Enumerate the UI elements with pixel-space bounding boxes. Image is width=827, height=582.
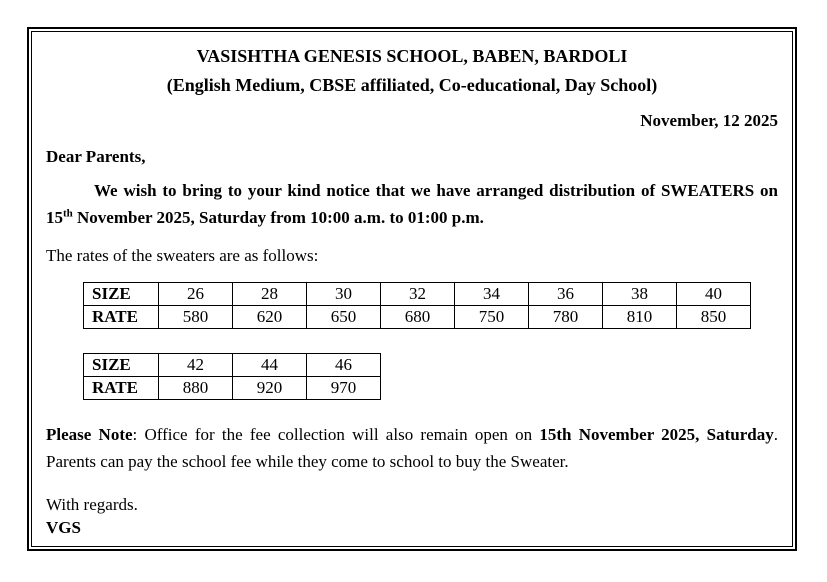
table-row-sizes bbox=[84, 283, 751, 306]
size-cell: 32 bbox=[381, 283, 455, 306]
notice-date: November, 12 2025 bbox=[640, 111, 778, 130]
closing-line: With regards. bbox=[46, 495, 138, 514]
rates-table-2 bbox=[83, 353, 381, 400]
table-row-sizes bbox=[84, 354, 381, 377]
rates-table-1 bbox=[83, 282, 751, 329]
note-label: Please Note bbox=[46, 425, 133, 444]
size-cell: 30 bbox=[307, 283, 381, 306]
note-bold-date: 15th November 2025, Saturday bbox=[539, 425, 774, 444]
size-cell: 42 bbox=[159, 354, 233, 377]
rate-cell: 920 bbox=[233, 377, 307, 400]
rate-cell: 810 bbox=[603, 306, 677, 329]
size-header: SIZE bbox=[84, 354, 159, 377]
salutation: Dear Parents, bbox=[46, 147, 146, 166]
rate-cell: 780 bbox=[529, 306, 603, 329]
rate-cell: 970 bbox=[307, 377, 381, 400]
document-double-border bbox=[27, 27, 797, 551]
rate-cell: 680 bbox=[381, 306, 455, 329]
rates-intro-line: The rates of the sweaters are as follows: bbox=[46, 246, 319, 265]
rate-cell: 580 bbox=[159, 306, 233, 329]
size-header: SIZE bbox=[84, 283, 159, 306]
intro-run-1: We wish to bring to your kind notice that we have arranged distribution of SWEATERS on 15 bbox=[46, 181, 778, 227]
size-cell: 46 bbox=[307, 354, 381, 377]
ordinal-suffix: th bbox=[63, 207, 73, 220]
notice-document bbox=[31, 31, 793, 547]
rate-header: RATE bbox=[84, 377, 159, 400]
school-subtitle: (English Medium, CBSE affiliated, Co-educational, Day School) bbox=[166, 75, 658, 95]
note-run-2: . Parents can pay the school fee while they come to school to buy the Sweater. bbox=[46, 425, 778, 471]
school-name: VASISHTHA GENESIS SCHOOL, BABEN, BARDOLI bbox=[196, 46, 628, 66]
rate-cell: 750 bbox=[455, 306, 529, 329]
size-cell: 28 bbox=[233, 283, 307, 306]
intro-paragraph bbox=[46, 177, 778, 231]
rate-cell: 850 bbox=[677, 306, 751, 329]
size-cell: 38 bbox=[603, 283, 677, 306]
size-cell: 26 bbox=[159, 283, 233, 306]
rate-cell: 880 bbox=[159, 377, 233, 400]
size-cell: 34 bbox=[455, 283, 529, 306]
intro-run-2: November 2025, Saturday from 10:00 a.m. to 01:00 p.m. bbox=[72, 208, 484, 227]
note-paragraph bbox=[46, 421, 778, 475]
table-row-rates bbox=[84, 377, 381, 400]
rate-cell: 650 bbox=[307, 306, 381, 329]
note-run-1: : Office for the fee collection will also remain open on bbox=[132, 425, 540, 444]
size-cell: 44 bbox=[233, 354, 307, 377]
signature: VGS bbox=[46, 518, 81, 537]
table-row-rates bbox=[84, 306, 751, 329]
rate-header: RATE bbox=[84, 306, 159, 329]
size-cell: 36 bbox=[529, 283, 603, 306]
rate-cell: 620 bbox=[233, 306, 307, 329]
size-cell: 40 bbox=[677, 283, 751, 306]
